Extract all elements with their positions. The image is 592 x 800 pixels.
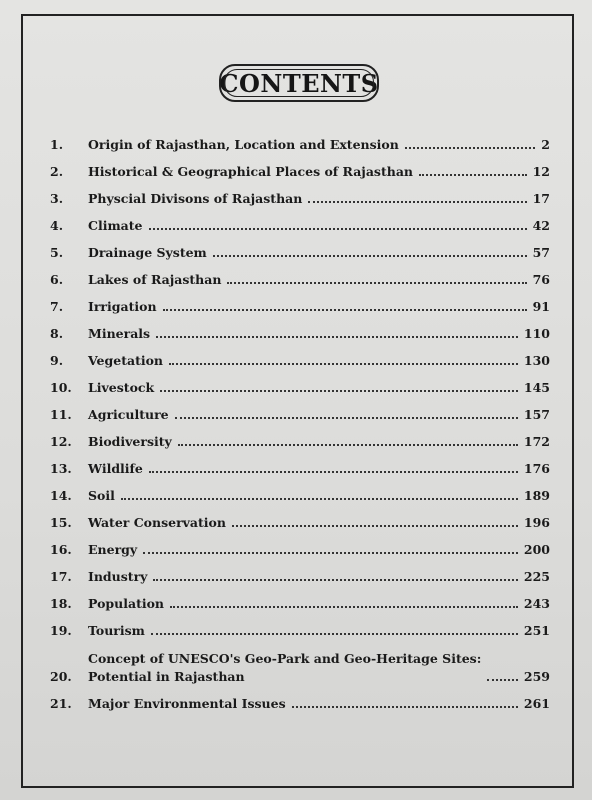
toc-entry-page: 17	[532, 191, 550, 206]
toc-entry-page: 251	[523, 623, 550, 638]
toc-entry-title: Lakes of Rajasthan	[88, 272, 222, 287]
toc-entry-page: 42	[532, 218, 550, 233]
toc-entry-number: 1.	[50, 137, 64, 152]
toc-entry	[50, 449, 550, 476]
dot-leader	[149, 226, 527, 230]
toc-entry-number: 5.	[50, 245, 64, 260]
toc-entry-number: 17.	[50, 569, 72, 584]
toc-entry	[50, 287, 550, 314]
toc-entry-number: 15.	[50, 515, 72, 530]
toc-entry	[50, 368, 550, 395]
toc-entry	[50, 557, 550, 584]
toc-entry	[50, 206, 550, 233]
toc-entry-title: Tourism	[88, 623, 145, 638]
toc-entry-page: 200	[523, 542, 550, 557]
toc-entry-title: Physcial Divisons of Rajasthan	[88, 191, 303, 206]
dot-leader	[151, 631, 518, 635]
toc-entry-number: 3.	[50, 191, 64, 206]
toc-entry-page: 259	[523, 669, 550, 684]
toc-entry-title: Industry	[88, 569, 148, 584]
toc-entry	[50, 179, 550, 206]
toc-entry-number: 14.	[50, 488, 72, 503]
toc-entry	[50, 422, 550, 449]
toc-entry-page: 243	[523, 596, 550, 611]
toc-entry-page: 157	[523, 407, 550, 422]
toc-entry-number: 2.	[50, 164, 64, 179]
toc-entry-title: Major Environmental Issues	[88, 696, 286, 711]
dot-leader	[169, 361, 518, 365]
toc-entry	[50, 638, 550, 684]
dot-leader	[160, 388, 518, 392]
toc-entry	[50, 341, 550, 368]
table-of-contents	[50, 125, 550, 711]
toc-entry	[50, 125, 550, 152]
toc-entry-title: Minerals	[88, 326, 151, 341]
toc-entry-title: Biodiversity	[88, 434, 172, 449]
toc-entry-title: Soil	[88, 488, 115, 503]
toc-entry-title: Population	[88, 596, 165, 611]
toc-entry-page: 76	[532, 272, 550, 287]
toc-entry	[50, 395, 550, 422]
toc-entry-title: Energy	[88, 542, 138, 557]
dot-leader	[153, 577, 517, 581]
toc-entry-title: Historical & Geographical Places of Rajasthan	[88, 164, 414, 179]
toc-entry-page: 91	[532, 299, 550, 314]
dot-leader	[213, 253, 527, 257]
toc-entry-page: 196	[523, 515, 550, 530]
dot-leader	[143, 550, 518, 554]
toc-entry	[50, 233, 550, 260]
toc-entry	[50, 152, 550, 179]
toc-entry-title-line2: Potential in Rajasthan	[88, 669, 245, 684]
toc-entry-number: 13.	[50, 461, 72, 476]
toc-entry-page: 12	[532, 164, 550, 179]
toc-entry-page: 172	[523, 434, 550, 449]
toc-entry-page: 145	[523, 380, 550, 395]
dot-leader	[419, 172, 527, 176]
toc-entry-number: 10.	[50, 380, 72, 395]
toc-entry-title: Irrigation	[88, 299, 157, 314]
toc-entry-number: 16.	[50, 542, 72, 557]
toc-entry	[50, 611, 550, 638]
toc-entry-page: 2	[541, 137, 550, 152]
dot-leader	[170, 604, 518, 608]
toc-entry	[50, 503, 550, 530]
toc-entry-title: Water Conservation	[88, 515, 226, 530]
toc-entry	[50, 530, 550, 557]
toc-entry-title: Origin of Rajasthan, Location and Extension	[88, 137, 399, 152]
toc-entry-title: Drainage System	[88, 245, 207, 260]
toc-entry-title: Climate	[88, 218, 143, 233]
toc-entry	[50, 684, 550, 711]
toc-entry	[50, 260, 550, 287]
toc-entry-number: 18.	[50, 596, 72, 611]
dot-leader	[121, 496, 518, 500]
dot-leader	[405, 145, 535, 149]
toc-entry-number: 21.	[50, 696, 72, 711]
toc-entry-number: 7.	[50, 299, 64, 314]
toc-entry-number: 11.	[50, 407, 72, 422]
toc-entry-title: Concept of UNESCO's Geo-Park and Geo-Heritage Sites:	[88, 651, 482, 666]
toc-entry-title: Vegetation	[88, 353, 164, 368]
page-title: CONTENTS	[219, 68, 379, 98]
toc-entry	[50, 476, 550, 503]
toc-entry-page: 225	[523, 569, 550, 584]
toc-entry	[50, 314, 550, 341]
dot-leader	[308, 199, 526, 203]
toc-entry-page: 110	[523, 326, 550, 341]
toc-entry-number: 9.	[50, 353, 64, 368]
toc-entry-number: 19.	[50, 623, 72, 638]
toc-entry-page: 130	[523, 353, 550, 368]
dot-leader	[163, 307, 527, 311]
dot-leader	[292, 704, 518, 708]
toc-entry-number: 12.	[50, 434, 72, 449]
dot-leader	[487, 677, 518, 681]
toc-entry-number: 6.	[50, 272, 64, 287]
toc-entry-page: 176	[523, 461, 550, 476]
toc-entry	[50, 584, 550, 611]
dot-leader	[178, 442, 518, 446]
dot-leader	[175, 415, 518, 419]
toc-entry-page: 57	[532, 245, 550, 260]
toc-entry-title: Livestock	[88, 380, 155, 395]
toc-entry-number: 8.	[50, 326, 64, 341]
toc-entry-page: 261	[523, 696, 550, 711]
toc-entry-page: 189	[523, 488, 550, 503]
toc-entry-number: 20.	[50, 669, 72, 684]
toc-entry-number: 4.	[50, 218, 64, 233]
toc-entry-title: Wildlife	[88, 461, 143, 476]
toc-entry-title: Agriculture	[88, 407, 169, 422]
dot-leader	[227, 280, 526, 284]
dot-leader	[149, 469, 518, 473]
title-box	[219, 64, 379, 102]
dot-leader	[156, 334, 518, 338]
dot-leader	[232, 523, 518, 527]
